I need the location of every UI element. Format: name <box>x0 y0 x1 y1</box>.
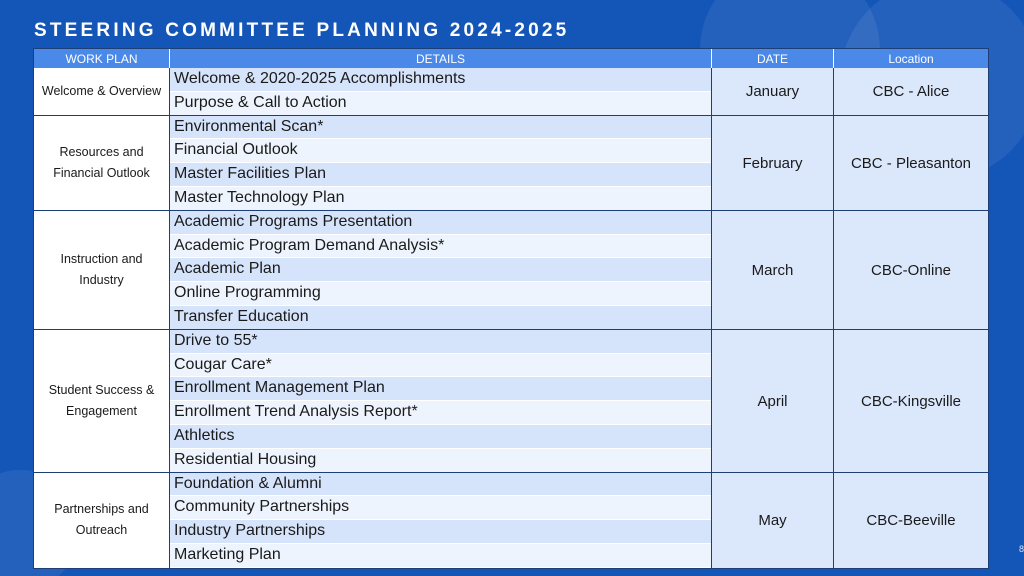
column-divider <box>169 68 170 568</box>
location-cell: CBC-Kingsville <box>834 330 988 473</box>
detail-row: Residential Housing <box>170 449 711 472</box>
detail-row: Community Partnerships <box>170 496 711 519</box>
header-details: DETAILS <box>170 49 711 68</box>
date-cell: March <box>712 211 833 330</box>
work-plan-cell: Welcome & Overview <box>34 68 169 116</box>
location-cell: CBC - Alice <box>834 68 988 116</box>
detail-row: Purpose & Call to Action <box>170 92 711 115</box>
location-cell: CBC-Beeville <box>834 473 988 568</box>
page-title: STEERING COMMITTEE PLANNING 2024-2025 <box>34 20 570 41</box>
location-cell: CBC-Online <box>834 211 988 330</box>
detail-row: Drive to 55* <box>170 330 711 353</box>
detail-row: Environmental Scan* <box>170 116 711 139</box>
header-work-plan: WORK PLAN <box>34 49 169 68</box>
detail-row: Financial Outlook <box>170 139 711 162</box>
detail-row: Online Programming <box>170 282 711 305</box>
date-cell: January <box>712 68 833 116</box>
detail-row: Academic Plan <box>170 258 711 281</box>
work-plan-cell: Student Success & Engagement <box>34 330 169 473</box>
detail-row: Academic Program Demand Analysis* <box>170 235 711 258</box>
page-number: 8 <box>1018 544 1024 554</box>
work-plan-cell: Instruction and Industry <box>34 211 169 330</box>
detail-row: Enrollment Management Plan <box>170 377 711 400</box>
location-cell: CBC - Pleasanton <box>834 116 988 211</box>
detail-row: Enrollment Trend Analysis Report* <box>170 401 711 424</box>
detail-row: Foundation & Alumni <box>170 473 711 496</box>
detail-row: Athletics <box>170 425 711 448</box>
detail-row: Master Facilities Plan <box>170 163 711 186</box>
planning-table <box>33 48 989 569</box>
detail-row: Master Technology Plan <box>170 187 711 210</box>
detail-row: Marketing Plan <box>170 544 711 567</box>
header-date: DATE <box>712 49 833 68</box>
detail-row: Cougar Care* <box>170 354 711 377</box>
work-plan-cell: Partnerships and Outreach <box>34 473 169 568</box>
column-divider <box>833 68 834 568</box>
column-divider <box>711 68 712 568</box>
detail-row: Academic Programs Presentation <box>170 211 711 234</box>
date-cell: February <box>712 116 833 211</box>
detail-row: Industry Partnerships <box>170 520 711 543</box>
date-cell: May <box>712 473 833 568</box>
work-plan-cell: Resources and Financial Outlook <box>34 116 169 211</box>
header-location: Location <box>834 49 988 68</box>
date-cell: April <box>712 330 833 473</box>
detail-row: Welcome & 2020-2025 Accomplishments <box>170 68 711 91</box>
detail-row: Transfer Education <box>170 306 711 329</box>
